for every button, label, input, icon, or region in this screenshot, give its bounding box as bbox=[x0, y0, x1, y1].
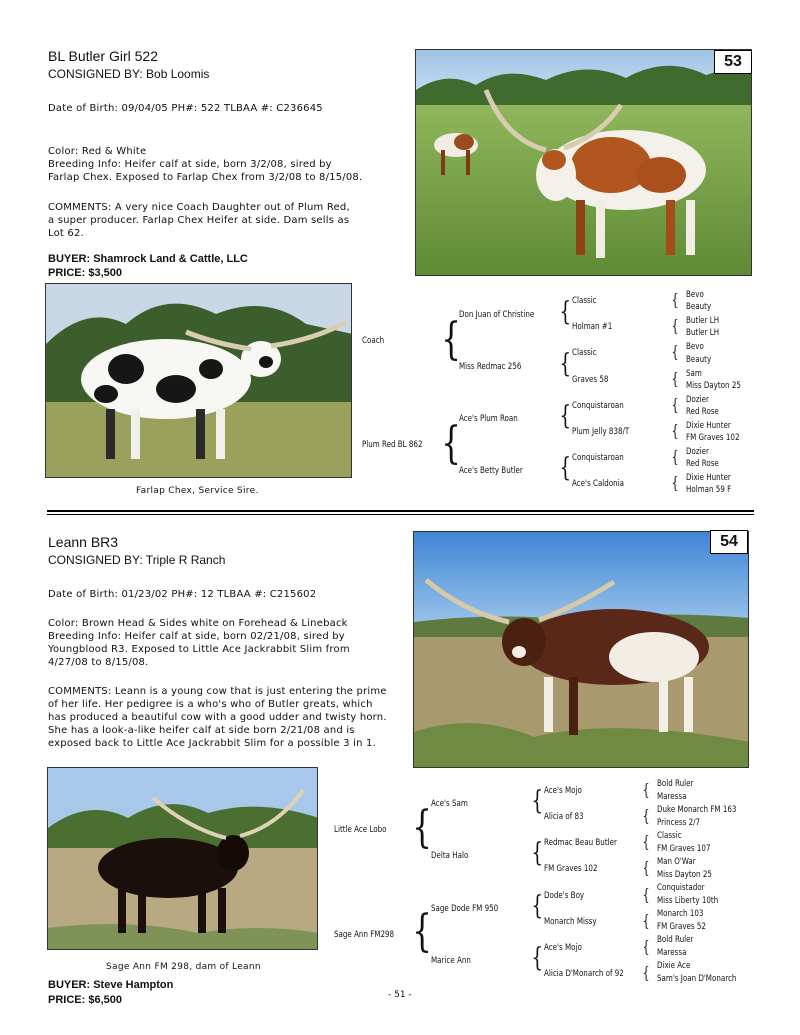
lot53-ped-g3-0: Classic bbox=[572, 296, 597, 306]
lot54-ped-g4-13: Maressa bbox=[657, 948, 687, 958]
lot54-color: Color: Brown Head & Sides white on Forehead & Lineback bbox=[48, 618, 348, 629]
lot54-brace-g2-2: { bbox=[531, 838, 544, 868]
lot53-ped-ds: Ace's Plum Roan bbox=[459, 414, 518, 424]
lot53-ped-g4-8: Dozier bbox=[686, 395, 709, 405]
lot54-ped-ds: Sage Dode FM 950 bbox=[431, 904, 499, 914]
lot54-ped-sire: Little Ace Lobo bbox=[334, 825, 387, 835]
lot53-ped-g4-2: Butler LH bbox=[686, 316, 720, 326]
lot54-ped-g4-12: Bold Ruler bbox=[657, 935, 694, 945]
lot54-brace-g3-1: { bbox=[642, 780, 650, 799]
lot53-ped-g3-1: Holman #1 bbox=[572, 322, 613, 332]
lot53-ped-ss: Don Juan of Christine bbox=[459, 310, 535, 320]
lot54-ped-g4-10: Monarch 103 bbox=[657, 909, 704, 919]
lot53-brace-g3-6: { bbox=[671, 421, 679, 440]
lot54-comments-line4: She has a look-a-like heifer calf at side born 2/21/08 and is bbox=[48, 725, 355, 736]
lot54-brace-g2-3: { bbox=[531, 891, 544, 921]
lot54-ped-g4-2: Duke Monarch FM 163 bbox=[657, 805, 737, 815]
lot54-breeding-line2: Youngblood R3. Exposed to Little Ace Jackrabbit Slim from bbox=[48, 644, 350, 655]
lot54-comments-line1: COMMENTS: Leann is a young cow that is just entering the prime bbox=[48, 686, 387, 697]
lot54-ped-g3-0: Ace's Mojo bbox=[544, 786, 582, 796]
lot53-comments-line2: a super producer. Farlap Chex Heifer at side. Dam sells as bbox=[48, 215, 350, 226]
lot53-ped-g4-0: Bevo bbox=[686, 290, 704, 300]
lot53-brace-g3-3: { bbox=[671, 342, 679, 361]
lot54-ped-g4-1: Maressa bbox=[657, 792, 687, 802]
lot54-photo-caption: Sage Ann FM 298, dam of Leann bbox=[106, 962, 261, 972]
lot53-breeding-line2: Farlap Chex. Exposed to Farlap Chex from 3/2/08 to 8/15/08. bbox=[48, 172, 363, 183]
section-divider-top bbox=[47, 510, 754, 512]
lot54-brace-g2-1: { bbox=[531, 786, 544, 816]
lot54-ped-dd: Marice Ann bbox=[431, 956, 471, 966]
lot53-ped-g3-4: Conquistaroan bbox=[572, 401, 624, 411]
lot54-brace-dam: { bbox=[412, 906, 432, 957]
lot53-ped-g4-11: FM Graves 102 bbox=[686, 433, 740, 443]
lot53-brace-g2-2: { bbox=[559, 349, 572, 379]
lot54-ped-dam: Sage Ann FM298 bbox=[334, 930, 395, 940]
page-number: - 51 - bbox=[388, 990, 412, 1000]
lot54-ped-g3-7: Alicia D'Monarch of 92 bbox=[544, 969, 624, 979]
lot53-ped-g4-9: Red Rose bbox=[686, 407, 719, 417]
lot54-ped-g4-5: FM Graves 107 bbox=[657, 844, 711, 854]
lot54-ped-g4-14: Dixie Ace bbox=[657, 961, 691, 971]
lot54-title: Leann BR3 bbox=[48, 534, 119, 550]
lot54-main-photo bbox=[413, 531, 749, 768]
lot54-ped-g4-7: Miss Dayton 25 bbox=[657, 870, 712, 880]
lot53-brace-dam: { bbox=[441, 418, 461, 469]
lot53-color: Color: Red & White bbox=[48, 146, 147, 157]
lot54-brace-g3-2: { bbox=[642, 806, 650, 825]
lot53-photo-caption: Farlap Chex, Service Sire. bbox=[136, 486, 259, 496]
lot53-ped-g4-14: Dixie Hunter bbox=[686, 473, 731, 483]
lot54-ped-g3-1: Alicia of 83 bbox=[544, 812, 584, 822]
lot53-ped-g3-7: Ace's Caldonia bbox=[572, 479, 625, 489]
lot53-ped-g3-6: Conquistaroan bbox=[572, 453, 624, 463]
lot54-brace-sire: { bbox=[412, 802, 432, 853]
lot54-ped-g4-6: Man O'War bbox=[657, 857, 696, 867]
lot54-brace-g2-4: { bbox=[531, 943, 544, 973]
lot54-dam-photo bbox=[47, 767, 318, 950]
lot53-ped-g4-13: Red Rose bbox=[686, 459, 719, 469]
lot54-comments-line2: of her life. Her pedigree is a who's who of Butler greats, which bbox=[48, 699, 373, 710]
lot54-ped-g3-2: Redmac Beau Butler bbox=[544, 838, 617, 848]
lot54-number-badge: 54 bbox=[710, 530, 748, 554]
lot54-breeding-line1: Breeding Info: Heifer calf at side, born 02/21/08, sired by bbox=[48, 631, 345, 642]
lot53-brace-g2-4: { bbox=[559, 453, 572, 483]
lot54-ped-sd: Delta Halo bbox=[431, 851, 469, 861]
lot53-brace-g3-5: { bbox=[671, 395, 679, 414]
lot53-brace-g3-7: { bbox=[671, 447, 679, 466]
lot53-dob-line: Date of Birth: 09/04/05 PH#: 522 TLBAA #: C236645 bbox=[48, 103, 323, 114]
lot54-ped-g4-15: Sam's Joan D'Monarch bbox=[657, 974, 737, 984]
lot54-ped-g4-9: Miss Liberty 10th bbox=[657, 896, 719, 906]
lot54-buyer: BUYER: Steve Hampton bbox=[48, 979, 174, 991]
lot54-ped-g4-3: Princess 2/7 bbox=[657, 818, 701, 828]
lot53-number-badge: 53 bbox=[714, 50, 752, 74]
lot53-consigned: CONSIGNED BY: Bob Loomis bbox=[48, 67, 210, 81]
lot53-ped-g4-4: Bevo bbox=[686, 342, 704, 352]
lot53-brace-sire: { bbox=[441, 314, 461, 365]
lot53-ped-g4-6: Sam bbox=[686, 369, 702, 379]
lot53-brace-g2-3: { bbox=[559, 401, 572, 431]
lot53-brace-g3-8: { bbox=[671, 473, 679, 492]
lot53-ped-sire: Coach bbox=[362, 336, 385, 346]
lot53-price: PRICE: $3,500 bbox=[48, 267, 122, 279]
lot54-comments-line5: exposed back to Little Ace Jackrabbit Slim for a possible 3 in 1. bbox=[48, 738, 376, 749]
lot54-brace-g3-5: { bbox=[642, 885, 650, 904]
lot53-ped-g4-5: Beauty bbox=[686, 355, 712, 365]
lot54-ped-g4-8: Conquistador bbox=[657, 883, 705, 893]
lot53-ped-dam: Plum Red BL 862 bbox=[362, 440, 423, 450]
lot53-ped-g4-1: Beauty bbox=[686, 302, 712, 312]
lot53-cow-photo-image bbox=[416, 50, 752, 276]
lot54-brace-g3-7: { bbox=[642, 937, 650, 956]
lot53-buyer: BUYER: Shamrock Land & Cattle, LLC bbox=[48, 253, 248, 265]
lot53-sire-photo-image bbox=[46, 284, 352, 478]
lot53-ped-g3-2: Classic bbox=[572, 348, 597, 358]
lot53-ped-sd: Miss Redmac 256 bbox=[459, 362, 522, 372]
lot54-comments-line3: has produced a beautiful cow with a good udder and twisty horn. bbox=[48, 712, 387, 723]
lot54-ped-g3-4: Dode's Boy bbox=[544, 891, 585, 901]
lot53-ped-g4-7: Miss Dayton 25 bbox=[686, 381, 741, 391]
lot54-price: PRICE: $6,500 bbox=[48, 994, 122, 1006]
lot54-cow-photo-image bbox=[414, 532, 749, 768]
lot54-dob-line: Date of Birth: 01/23/02 PH#: 12 TLBAA #: C215602 bbox=[48, 589, 317, 600]
section-divider-bottom bbox=[47, 514, 754, 515]
lot53-brace-g3-1: { bbox=[671, 290, 679, 309]
lot53-ped-dd: Ace's Betty Butler bbox=[459, 466, 523, 476]
lot53-brace-g2-1: { bbox=[559, 297, 572, 327]
lot53-ped-g3-3: Graves 58 bbox=[572, 375, 609, 385]
lot54-breeding-line3: 4/27/08 to 8/15/08. bbox=[48, 657, 149, 668]
lot53-comments-line1: COMMENTS: A very nice Coach Daughter out of Plum Red, bbox=[48, 202, 350, 213]
lot53-brace-g3-2: { bbox=[671, 316, 679, 335]
lot54-ped-ss: Ace's Sam bbox=[431, 799, 468, 809]
lot54-ped-g3-6: Ace's Mojo bbox=[544, 943, 582, 953]
lot54-brace-g3-3: { bbox=[642, 832, 650, 851]
lot54-ped-g4-4: Classic bbox=[657, 831, 682, 841]
lot53-ped-g4-3: Butler LH bbox=[686, 328, 720, 338]
lot54-brace-g3-8: { bbox=[642, 963, 650, 982]
lot54-ped-g3-5: Monarch Missy bbox=[544, 917, 597, 927]
lot53-brace-g3-4: { bbox=[671, 369, 679, 388]
lot54-ped-g4-0: Bold Ruler bbox=[657, 779, 694, 789]
lot53-ped-g4-10: Dixie Hunter bbox=[686, 421, 731, 431]
lot53-comments-line3: Lot 62. bbox=[48, 228, 84, 239]
lot53-main-photo bbox=[415, 49, 752, 276]
lot54-brace-g3-6: { bbox=[642, 911, 650, 930]
lot53-title: BL Butler Girl 522 bbox=[48, 48, 158, 64]
lot53-ped-g4-12: Dozier bbox=[686, 447, 709, 457]
lot54-dam-photo-image bbox=[48, 768, 318, 950]
lot53-breeding-line1: Breeding Info: Heifer calf at side, born 3/2/08, sired by bbox=[48, 159, 332, 170]
lot54-ped-g4-11: FM Graves 52 bbox=[657, 922, 706, 932]
lot53-sire-photo bbox=[45, 283, 352, 478]
lot54-brace-g3-4: { bbox=[642, 858, 650, 877]
lot54-ped-g3-3: FM Graves 102 bbox=[544, 864, 598, 874]
lot53-ped-g4-15: Holman 59 F bbox=[686, 485, 732, 495]
lot53-ped-g3-5: Plum Jelly 838/T bbox=[572, 427, 630, 437]
lot54-consigned: CONSIGNED BY: Triple R Ranch bbox=[48, 553, 226, 567]
